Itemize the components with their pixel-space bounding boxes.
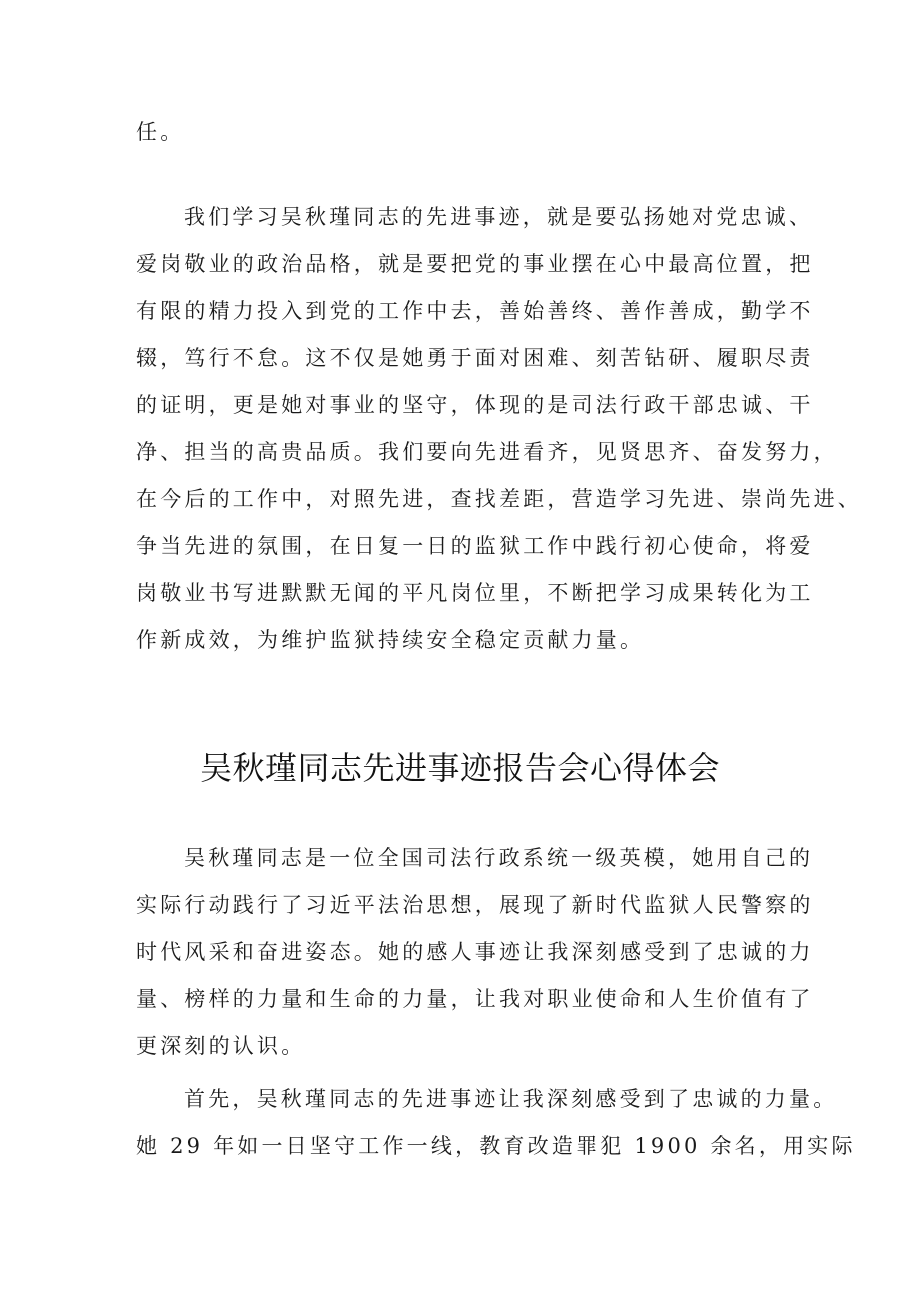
paragraph-line: 爱岗敬业的政治品格，就是要把党的事业摆在心中最高位置，把	[136, 252, 814, 276]
paragraph-line: 有限的精力投入到党的工作中去，善始善终、善作善成，勤学不	[136, 299, 814, 323]
paragraph-line: 岗敬业书写进默默无闻的平凡岗位里，不断把学习成果转化为工	[136, 581, 814, 605]
paragraph-line: 争当先进的氛围，在日复一日的监狱工作中践行初心使命，将爱	[136, 534, 814, 558]
paragraph-line: 量、榜样的力量和生命的力量，让我对职业使命和人生价值有了	[136, 987, 814, 1011]
paragraph-line: 我们学习吴秋瑾同志的先进事迹，就是要弘扬她对党忠诚、	[184, 205, 814, 229]
section-title: 吴秋瑾同志先进事迹报告会心得体会	[199, 749, 720, 787]
paragraph-line: 她 29 年如一日坚守工作一线，教育改造罪犯 1900 余名，用实际	[136, 1134, 856, 1158]
paragraph-line: 首先，吴秋瑾同志的先进事迹让我深刻感受到了忠诚的力量。	[184, 1087, 838, 1111]
paragraph-line: 辍，笃行不怠。这不仅是她勇于面对困难、刻苦钻研、履职尽责	[136, 346, 814, 370]
paragraph-line: 净、担当的高贵品质。我们要向先进看齐，见贤思齐、奋发努力，	[136, 440, 838, 464]
paragraph-line: 在今后的工作中，对照先进，查找差距，营造学习先进、崇尚先进、	[136, 487, 862, 511]
top-fragment-line: 任。	[136, 120, 185, 144]
paragraph-line: 更深刻的认识。	[136, 1034, 306, 1058]
paragraph-line: 实际行动践行了习近平法治思想，展现了新时代监狱人民警察的	[136, 893, 814, 917]
paragraph-line: 作新成效，为维护监狱持续安全稳定贡献力量。	[136, 628, 645, 652]
paragraph-line: 时代风采和奋进姿态。她的感人事迹让我深刻感受到了忠诚的力	[136, 940, 814, 964]
paragraph-line: 吴秋瑾同志是一位全国司法行政系统一级英模，她用自己的	[184, 846, 814, 870]
paragraph-line: 的证明，更是她对事业的坚守，体现的是司法行政干部忠诚、干	[136, 393, 814, 417]
